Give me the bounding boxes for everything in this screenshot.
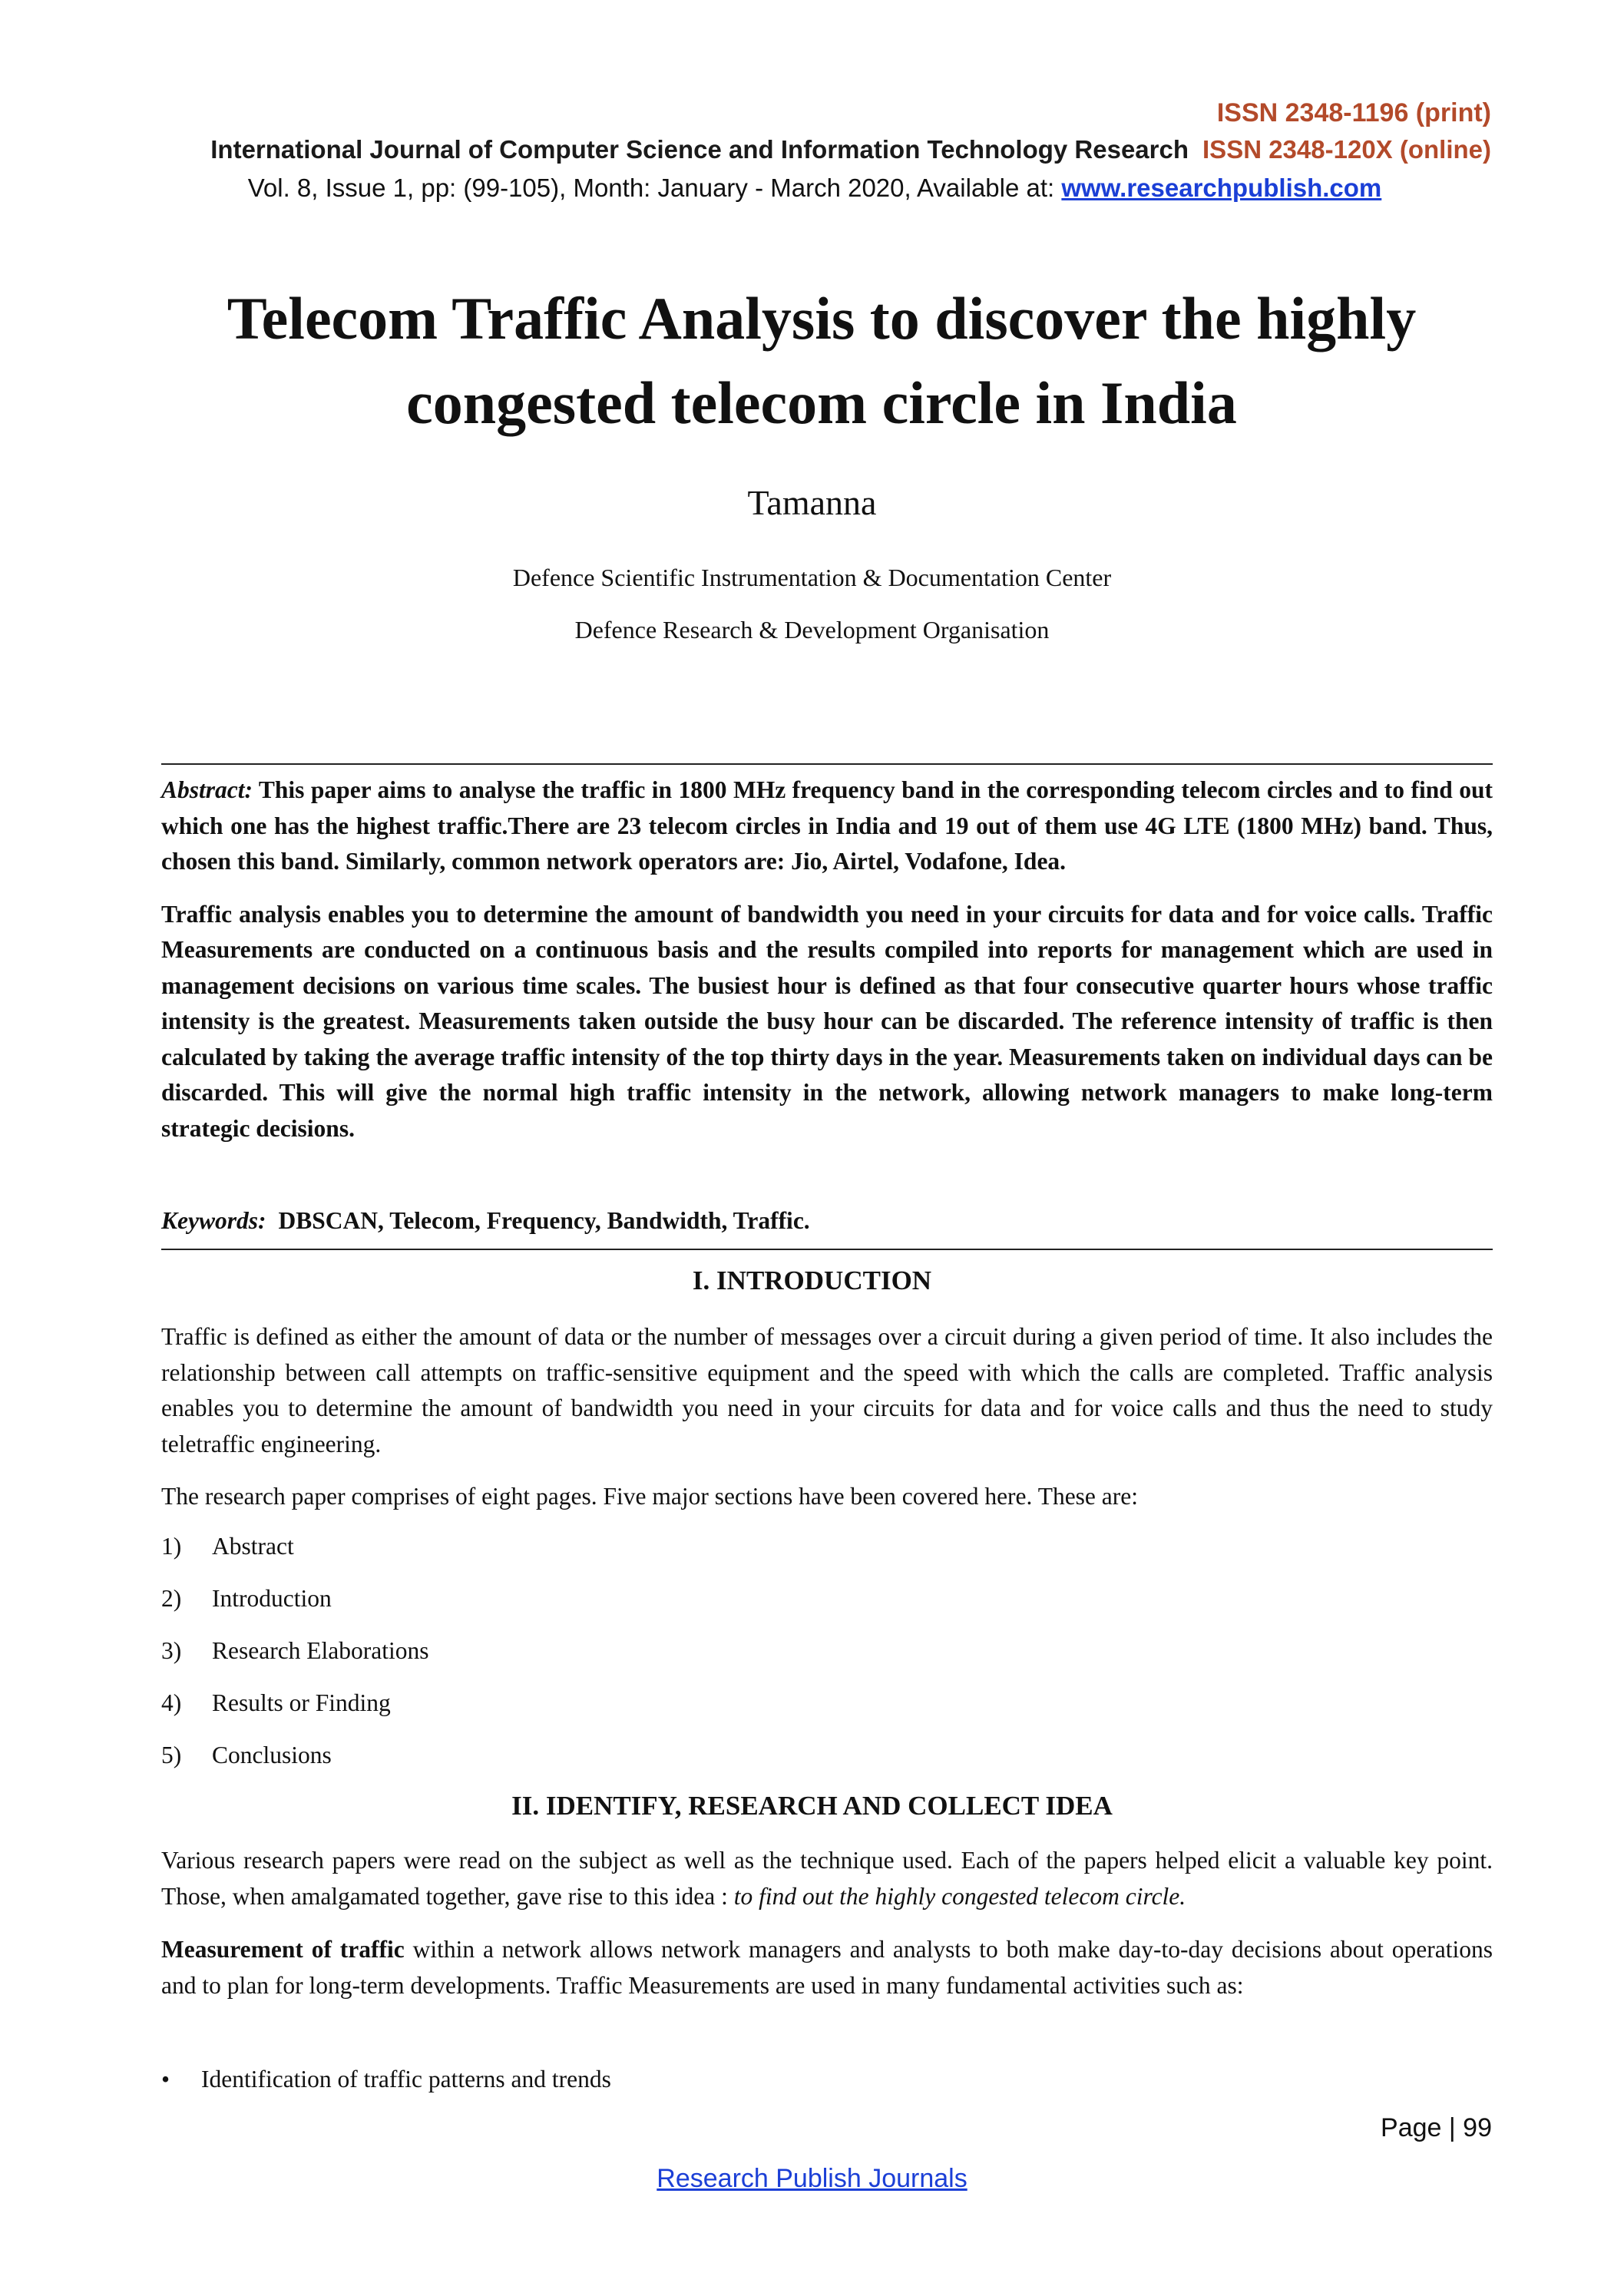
title-line-1: Telecom Traffic Analysis to discover the highly bbox=[227, 285, 1417, 352]
list-text: Research Elaborations bbox=[212, 1637, 429, 1664]
identify-text-main: Various research papers were read on the subject as well as the technique used. Each of the papers helped elicit a valuable key point. Those, when amalgamated together, gave rise to this idea : bbox=[161, 1847, 1493, 1910]
measurement-lead: Measurement of traffic bbox=[161, 1936, 405, 1963]
list-item bbox=[161, 1533, 429, 1585]
issn-print: ISSN 2348-1196 (print) bbox=[1216, 98, 1491, 127]
website-link[interactable]: www.researchpublish.com bbox=[1061, 174, 1382, 202]
intro-text: Traffic is defined as either the amount of data or the number of messages over a circuit during a given period of time. It also includes the relationship between call attempts on traffic-sensitive equipment and the speed with which the calls are completed. Traffic analysis enables you to determine the amount of bandwidth you need in your circuits for data and for voice calls and thus the need to study teletraffic engineering. bbox=[161, 1323, 1493, 1457]
sections-list bbox=[161, 1533, 429, 1794]
list-number: 3) bbox=[161, 1637, 182, 1664]
intro-paragraph bbox=[161, 1319, 1493, 1462]
publisher-link[interactable]: Research Publish Journals bbox=[657, 2164, 967, 2193]
abstract-para-1 bbox=[161, 773, 1493, 880]
abstract-bottom-rule bbox=[161, 1249, 1493, 1250]
list-number: 2) bbox=[161, 1585, 182, 1612]
abstract bbox=[161, 773, 1493, 1146]
list-text: Introduction bbox=[212, 1585, 332, 1612]
list-text: Abstract bbox=[212, 1533, 294, 1560]
sections-paragraph bbox=[161, 1479, 1493, 1515]
abstract-para-2: Traffic analysis enables you to determine the amount of bandwidth you need in your circuits for data and for voice calls. Traffic Measurements are conducted on a continuous basis and the results compiled into reports for management which are used in management decisions on various time scales. The busiest hour is defined as that four consecutive quarter hours whose traffic intensity is the greatest. Measurements taken outside the busy hour can be discarded. The reference intensity of traffic is then calculated by taking the average traffic intensity of the top thirty days in the year. Measurements taken on individual days can be discarded. This will give the normal high traffic intensity in the network, allowing network managers to make long-term strategic decisions. bbox=[161, 900, 1493, 1142]
list-number: 1) bbox=[161, 1533, 182, 1560]
identify-text bbox=[161, 1843, 1493, 1914]
measurement-body: within a network allows network managers and analysts to both make day-to-day decisions about operations and to plan for long-term developments. Traffic Measurements are used in many fundamental activities such as: bbox=[161, 1936, 1493, 1999]
abstract-text-1: This paper aims to analyse the traffic in 1800 MHz frequency band in the corresponding telecom circles and to find out which one has the highest traffic.There are 23 telecom circles in India and 19 out of them use 4G LTE (1800 MHz) band. Thus, chosen this band. Similarly, common network operators are: Jio, Airtel, Vodafone, Idea. bbox=[161, 776, 1493, 875]
author-name: Tamanna bbox=[747, 483, 877, 522]
keywords-text: DBSCAN, Telecom, Frequency, Bandwidth, Traffic. bbox=[278, 1207, 810, 1234]
keywords bbox=[161, 1207, 810, 1235]
affiliation-1: Defence Scientific Instrumentation & Documentation Center bbox=[512, 564, 1112, 591]
list-number: 4) bbox=[161, 1689, 182, 1716]
issn-online: ISSN 2348-120X (online) bbox=[1202, 135, 1491, 164]
journal-header bbox=[154, 135, 1491, 164]
list-text: Results or Finding bbox=[212, 1689, 391, 1716]
list-item bbox=[161, 1637, 429, 1689]
list-item bbox=[161, 1585, 429, 1637]
affiliation-2: Defence Research & Development Organisation bbox=[574, 616, 1050, 643]
keywords-label: Keywords: bbox=[161, 1207, 266, 1234]
identify-paragraph bbox=[161, 1843, 1493, 1914]
footer bbox=[0, 2164, 1624, 2194]
volume-info: Vol. 8, Issue 1, pp: (99-105), Month: January - March 2020, Available at: bbox=[247, 174, 1062, 202]
list-item bbox=[161, 1689, 429, 1742]
title-line-2: congested telecom circle in India bbox=[406, 369, 1237, 436]
measurement-paragraph bbox=[161, 1932, 1493, 2003]
section-heading-introduction: I. INTRODUCTION bbox=[692, 1265, 932, 1295]
bullet-text: Identification of traffic patterns and trends bbox=[201, 2066, 611, 2093]
measurement-text bbox=[161, 1932, 1493, 2003]
volume-line bbox=[107, 174, 1522, 203]
journal-name: International Journal of Computer Science and Information Technology Research bbox=[210, 135, 1189, 164]
bullet-item bbox=[161, 2066, 611, 2093]
list-item bbox=[161, 1742, 429, 1794]
page-number: Page | 99 bbox=[1381, 2113, 1492, 2142]
abstract-label: Abstract: bbox=[161, 776, 253, 803]
sections-text: The research paper comprises of eight pages. Five major sections have been covered here. These are: bbox=[161, 1483, 1138, 1510]
paper-title bbox=[123, 276, 1520, 445]
list-number: 5) bbox=[161, 1742, 182, 1768]
abstract-top-rule bbox=[161, 763, 1493, 765]
identify-text-italic: to find out the highly congested telecom circle. bbox=[733, 1882, 1186, 1910]
bullet-icon: • bbox=[161, 2066, 170, 2093]
section-heading-identify: II. IDENTIFY, RESEARCH AND COLLECT IDEA bbox=[511, 1791, 1113, 1821]
list-text: Conclusions bbox=[212, 1742, 332, 1768]
